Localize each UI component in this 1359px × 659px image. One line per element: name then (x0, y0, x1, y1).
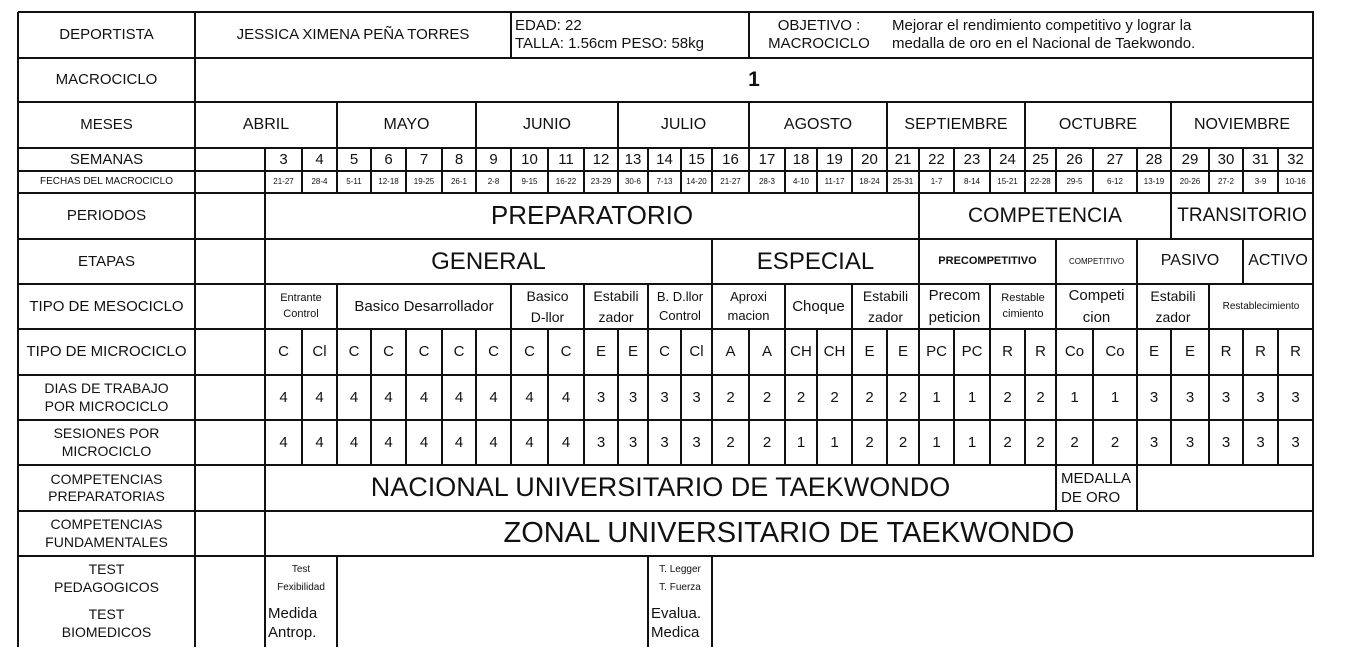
sesiones-19: 1 (932, 433, 941, 451)
week-dates-19: 1-7 (930, 177, 943, 187)
edad-talla-peso (512, 13, 748, 57)
sesiones-17: 2 (865, 433, 874, 451)
mesociclo-4-line-2: Control (659, 307, 701, 323)
sesiones-6: 4 (489, 433, 498, 451)
test-legger-fuerza-line-1: T. Legger (659, 563, 701, 575)
sesiones-22: 2 (1036, 433, 1045, 451)
mesociclo-1: Basico Desarrollador (354, 297, 494, 315)
dias-26: 3 (1185, 388, 1195, 406)
microciclo-18: E (897, 343, 908, 361)
microciclo-1: Cl (312, 343, 327, 361)
dias-24: 1 (1110, 388, 1120, 406)
sesiones-24: 2 (1110, 433, 1120, 451)
test-bio-label-line-2: BIOMEDICOS (61, 623, 152, 640)
week-29: 29 (1181, 150, 1199, 168)
objetivo-text-line-1: Mejorar el rendimiento competitivo y lograr la (892, 17, 1192, 34)
sesiones-1: 4 (315, 433, 324, 451)
week-28: 28 (1145, 150, 1163, 168)
microciclo-2: C (348, 343, 360, 361)
etapa-general: GENERAL (431, 247, 546, 275)
mesociclo-2-line-1: Basico (526, 288, 569, 305)
week-dates-3: 12-18 (378, 177, 399, 187)
sesiones-0: 4 (279, 433, 288, 451)
dias-14: 2 (762, 388, 772, 406)
deportista-label: DEPORTISTA (59, 26, 154, 44)
dias-28: 3 (1256, 388, 1265, 406)
mesociclo-5 (713, 285, 784, 328)
microciclo-10: E (627, 343, 638, 361)
comp-prep-label-line-2: PREPARATORIAS (48, 488, 165, 504)
week-dates-6: 2-8 (487, 177, 500, 187)
week-dates-15: 4-10 (792, 177, 809, 187)
week-14: 14 (656, 150, 673, 168)
dias-1: 4 (315, 388, 324, 406)
sesiones-21: 2 (1003, 433, 1012, 451)
test-bio-label-line-1: TEST (88, 606, 125, 622)
microciclo-22: R (1035, 343, 1046, 361)
mesociclo-0 (266, 285, 336, 328)
test-evalua-medica (649, 602, 711, 645)
mesociclo-9 (991, 285, 1055, 328)
week-dates-12: 14-20 (686, 177, 707, 187)
periodos-label: PERIODOS (66, 207, 147, 225)
week-dates-22: 22-28 (1030, 177, 1051, 187)
week-11: 11 (558, 150, 574, 168)
microciclo-12: Cl (689, 343, 704, 361)
microciclo-16: CH (823, 343, 846, 361)
sesiones-29: 3 (1291, 433, 1300, 451)
test-legger-fuerza (649, 557, 711, 600)
week-31: 31 (1252, 150, 1269, 168)
week-dates-23: 29-5 (1066, 177, 1083, 187)
microciclo-label: TIPO DE MICROCICLO (26, 343, 187, 361)
month-6: OCTUBRE (1058, 115, 1138, 133)
dias-11: 3 (660, 388, 669, 406)
sesiones-label-line-2: MICROCICLO (61, 442, 152, 459)
week-dates-13: 21-27 (720, 177, 741, 187)
objetivo-text (888, 13, 1312, 57)
dias-20: 1 (967, 388, 977, 406)
test-evalua-medica-line-2: Medica (651, 623, 700, 641)
comp-prep-label (19, 466, 194, 510)
sesiones-15: 1 (796, 433, 806, 451)
month-5: SEPTIEMBRE (904, 115, 1008, 133)
mesociclo-7-line-1: Estabili (862, 288, 909, 305)
mesociclo-9-line-1: Restable (1001, 291, 1045, 304)
test-ped-label (19, 557, 194, 600)
week-7: 7 (419, 150, 429, 168)
week-17: 17 (758, 150, 776, 168)
week-13: 13 (624, 150, 642, 168)
etapa-activo: ACTIVO (1248, 252, 1308, 270)
week-dates-21: 15-21 (997, 177, 1018, 187)
week-15: 15 (688, 150, 705, 168)
macrociclo-value: 1 (748, 67, 760, 91)
dias-22: 2 (1036, 388, 1045, 406)
week-dates-0: 21-27 (273, 177, 294, 187)
microciclo-11: C (659, 343, 670, 361)
fechas-label: FECHAS DEL MACROCICLO (40, 176, 173, 188)
sesiones-7: 4 (525, 433, 534, 451)
dias-label-line-2: POR MICROCICLO (44, 397, 169, 414)
mesociclo-12: Restablecimiento (1222, 300, 1300, 312)
comp-prep-value: NACIONAL UNIVERSITARIO DE TAEKWONDO (370, 472, 951, 503)
month-4: AGOSTO (783, 115, 853, 133)
medalla-de-oro-line-1: MEDALLA (1061, 469, 1132, 487)
week-20: 20 (861, 150, 878, 168)
microciclo-8: C (560, 343, 572, 361)
week-5: 5 (349, 150, 359, 168)
mesociclo-0-line-2: Control (283, 307, 319, 320)
microciclo-6: C (488, 343, 499, 361)
dias-0: 4 (279, 388, 288, 406)
test-ped-label-line-1: TEST (88, 561, 125, 577)
mesociclo-0-line-1: Entrante (280, 291, 322, 304)
edad-talla-peso-line-2: TALLA: 1.56cm PESO: 58kg (515, 35, 704, 52)
week-6: 6 (384, 150, 393, 168)
objetivo-text-line-2: medalla de oro en el Nacional de Taekwondo. (892, 35, 1196, 52)
comp-fund-value: ZONAL UNIVERSITARIO DE TAEKWONDO (503, 516, 1075, 549)
test-medida-antrop (266, 602, 336, 645)
week-30: 30 (1217, 150, 1235, 168)
week-dates-2: 5-11 (346, 177, 362, 187)
test-ped-label-line-2: PEDAGOGICOS (53, 578, 160, 595)
column-divider (711, 556, 713, 647)
mesociclo-2-line-2: D-llor (530, 308, 565, 325)
mesociclo-3-line-1: Estabili (593, 288, 639, 305)
objetivo-label-line-1: OBJETIVO : (777, 17, 861, 34)
month-3: JULIO (660, 115, 707, 133)
column-divider (1312, 12, 1314, 557)
periodo-preparatorio: PREPARATORIO (490, 200, 694, 231)
sesiones-10: 3 (628, 433, 638, 451)
dias-8: 4 (561, 388, 571, 406)
week-dates-17: 18-24 (859, 177, 880, 187)
meses-label: MESES (80, 116, 133, 134)
dias-18: 2 (898, 388, 908, 406)
week-19: 19 (826, 150, 843, 168)
mesociclo-8-line-1: Precom (928, 286, 981, 304)
sesiones-9: 3 (596, 433, 606, 451)
microciclo-4: C (418, 343, 430, 361)
microciclo-29: R (1290, 343, 1301, 361)
microciclo-14: A (761, 343, 772, 361)
week-dates-26: 20-26 (1179, 177, 1201, 187)
week-10: 10 (521, 150, 538, 168)
etapa-especial: ESPECIAL (756, 247, 875, 275)
mesociclo-10 (1057, 285, 1136, 328)
sesiones-11: 3 (660, 433, 669, 451)
microciclo-28: R (1255, 343, 1266, 361)
month-0: ABRIL (242, 115, 290, 133)
month-7: NOVIEMBRE (1193, 115, 1290, 133)
mesociclo-10-line-2: cion (1082, 308, 1111, 326)
comp-fund-label-line-2: FUNDAMENTALES (45, 533, 168, 550)
test-flexibilidad-line-1: Test (291, 563, 311, 575)
week-18: 18 (792, 150, 810, 168)
mesociclo-11-line-2: zador (1155, 308, 1191, 325)
week-21: 21 (894, 150, 912, 168)
microciclo-13: A (725, 343, 736, 361)
sesiones-27: 3 (1221, 433, 1231, 451)
sesiones-26: 3 (1185, 433, 1195, 451)
mesociclo-7 (853, 285, 918, 328)
week-dates-20: 8-14 (963, 177, 980, 187)
microciclo-20: PC (961, 343, 983, 361)
objetivo-label-line-2: MACROCICLO (768, 35, 870, 52)
sesiones-18: 2 (898, 433, 908, 451)
mesociclo-11 (1138, 285, 1208, 328)
mesociclo-8-line-2: peticion (928, 308, 981, 326)
medalla-de-oro (1057, 466, 1136, 510)
microciclo-27: R (1220, 343, 1232, 361)
dias-label-line-1: DIAS DE TRABAJO (44, 380, 169, 396)
sesiones-2: 4 (349, 433, 359, 451)
test-legger-fuerza-line-2: T. Fuerza (659, 581, 701, 593)
week-16: 16 (722, 150, 739, 168)
week-dates-5: 26-1 (450, 177, 467, 187)
test-evalua-medica-line-1: Evalua. (651, 604, 702, 622)
dias-12: 3 (692, 388, 701, 406)
mesociclo-10-line-1: Competi (1068, 286, 1125, 304)
etapa-pasivo: PASIVO (1160, 252, 1220, 270)
sesiones-28: 3 (1256, 433, 1265, 451)
comp-prep-label-line-1: COMPETENCIAS (50, 470, 163, 487)
mesociclo-9-line-2: cimiento (1002, 307, 1044, 320)
dias-29: 3 (1291, 388, 1300, 406)
dias-13: 2 (726, 388, 735, 406)
mesociclo-5-line-2: macion (727, 307, 770, 323)
dias-27: 3 (1221, 388, 1231, 406)
week-27: 27 (1106, 150, 1124, 168)
week-dates-28: 3-9 (1254, 177, 1267, 187)
test-medida-antrop-line-2: Antrop. (268, 623, 317, 641)
microciclo-5: C (453, 343, 465, 361)
mesociclo-11-line-1: Estabili (1150, 288, 1196, 305)
dias-7: 4 (525, 388, 534, 406)
week-dates-9: 23-29 (590, 177, 612, 187)
sesiones-16: 1 (830, 433, 839, 451)
week-32: 32 (1287, 150, 1304, 168)
week-24: 24 (999, 150, 1016, 168)
week-dates-18: 25-31 (892, 177, 914, 187)
microciclo-17: E (864, 343, 875, 361)
week-dates-4: 19-25 (413, 177, 435, 187)
week-dates-7: 9-15 (521, 177, 538, 187)
sesiones-25: 3 (1149, 433, 1159, 451)
dias-4: 4 (419, 388, 429, 406)
comp-fund-label-line-1: COMPETENCIAS (50, 516, 163, 532)
week-dates-16: 11-17 (824, 177, 845, 187)
dias-label (19, 376, 194, 419)
comp-fund-label (19, 512, 194, 555)
etapas-label: ETAPAS (78, 252, 135, 270)
week-12: 12 (592, 150, 610, 168)
dias-6: 4 (489, 388, 498, 406)
sesiones-label (19, 421, 194, 464)
macrociclo-label: MACROCICLO (55, 71, 158, 89)
week-dates-8: 16-22 (555, 177, 577, 187)
sesiones-20: 1 (967, 433, 977, 451)
dias-16: 2 (830, 388, 839, 406)
month-2: JUNIO (523, 115, 571, 133)
week-dates-1: 28-4 (311, 177, 328, 187)
week-dates-29: 10-16 (1285, 177, 1306, 187)
etapa-competitivo: COMPETITIVO (1068, 256, 1125, 266)
dias-5: 4 (454, 388, 464, 406)
microciclo-26: E (1184, 343, 1195, 361)
sesiones-4: 4 (419, 433, 429, 451)
column-divider (336, 556, 338, 647)
mesociclo-4-line-1: B. D.llor (656, 288, 704, 304)
dias-21: 2 (1003, 388, 1012, 406)
objetivo-label (750, 13, 888, 57)
sesiones-label-line-1: SESIONES POR (53, 425, 160, 441)
microciclo-7: C (524, 343, 535, 361)
week-8: 8 (454, 150, 464, 168)
microciclo-15: CH (790, 343, 812, 361)
mesociclo-8 (920, 285, 989, 328)
medalla-de-oro-line-2: DE ORO (1061, 489, 1121, 506)
microciclo-23: Co (1064, 343, 1085, 361)
test-flexibilidad-line-2: Fexibilidad (277, 581, 325, 593)
dias-25: 3 (1149, 388, 1159, 406)
mesociclo-3-line-2: zador (598, 308, 634, 325)
dias-9: 3 (596, 388, 606, 406)
deportista-name: JESSICA XIMENA PEÑA TORRES (236, 26, 470, 44)
mesociclo-label: TIPO DE MESOCICLO (29, 297, 184, 315)
edad-talla-peso-line-1: EDAD: 22 (515, 17, 582, 34)
semanas-label: SEMANAS (69, 150, 144, 168)
etapa-precompetitivo: PRECOMPETITIVO (938, 255, 1037, 268)
week-dates-11: 7-13 (656, 177, 673, 187)
week-3: 3 (279, 150, 288, 168)
sesiones-14: 2 (762, 433, 772, 451)
week-22: 22 (928, 150, 945, 168)
microciclo-21: R (1002, 343, 1013, 361)
test-medida-antrop-line-1: Medida (268, 604, 318, 622)
week-23: 23 (963, 150, 981, 168)
dias-10: 3 (628, 388, 638, 406)
dias-17: 2 (865, 388, 874, 406)
week-dates-27: 27-2 (1217, 177, 1234, 187)
microciclo-9: E (595, 343, 606, 361)
periodo-competencia: COMPETENCIA (967, 203, 1122, 227)
microciclo-0: C (278, 343, 289, 361)
test-flexibilidad (266, 557, 336, 600)
dias-15: 2 (796, 388, 806, 406)
mesociclo-3 (585, 285, 647, 328)
sesiones-13: 2 (726, 433, 735, 451)
mesociclo-6: Choque (792, 297, 845, 315)
week-dates-14: 28-3 (758, 177, 775, 187)
week-9: 9 (489, 150, 498, 168)
sesiones-5: 4 (454, 433, 464, 451)
week-25: 25 (1032, 150, 1049, 168)
microciclo-19: PC (926, 343, 947, 361)
column-divider (1136, 465, 1138, 512)
sesiones-12: 3 (692, 433, 701, 451)
dias-19: 1 (932, 388, 941, 406)
week-dates-24: 6-12 (1106, 177, 1123, 187)
dias-2: 4 (349, 388, 359, 406)
dias-23: 1 (1070, 388, 1079, 406)
month-1: MAYO (383, 115, 430, 133)
sesiones-23: 2 (1070, 433, 1079, 451)
week-4: 4 (315, 150, 324, 168)
sesiones-3: 4 (384, 433, 393, 451)
mesociclo-5-line-1: Aproxi (730, 288, 767, 304)
microciclo-3: C (383, 343, 394, 361)
mesociclo-4 (649, 285, 711, 328)
week-dates-25: 13-19 (1143, 177, 1165, 187)
week-dates-10: 30-6 (624, 177, 641, 187)
periodo-transitorio: TRANSITORIO (1177, 205, 1307, 227)
mesociclo-2 (512, 285, 583, 328)
microciclo-24: Co (1105, 343, 1125, 361)
sesiones-8: 4 (561, 433, 571, 451)
microciclo-25: E (1148, 343, 1159, 361)
week-26: 26 (1066, 150, 1083, 168)
test-bio-label (19, 602, 194, 645)
mesociclo-7-line-2: zador (867, 308, 904, 325)
dias-3: 4 (384, 388, 393, 406)
